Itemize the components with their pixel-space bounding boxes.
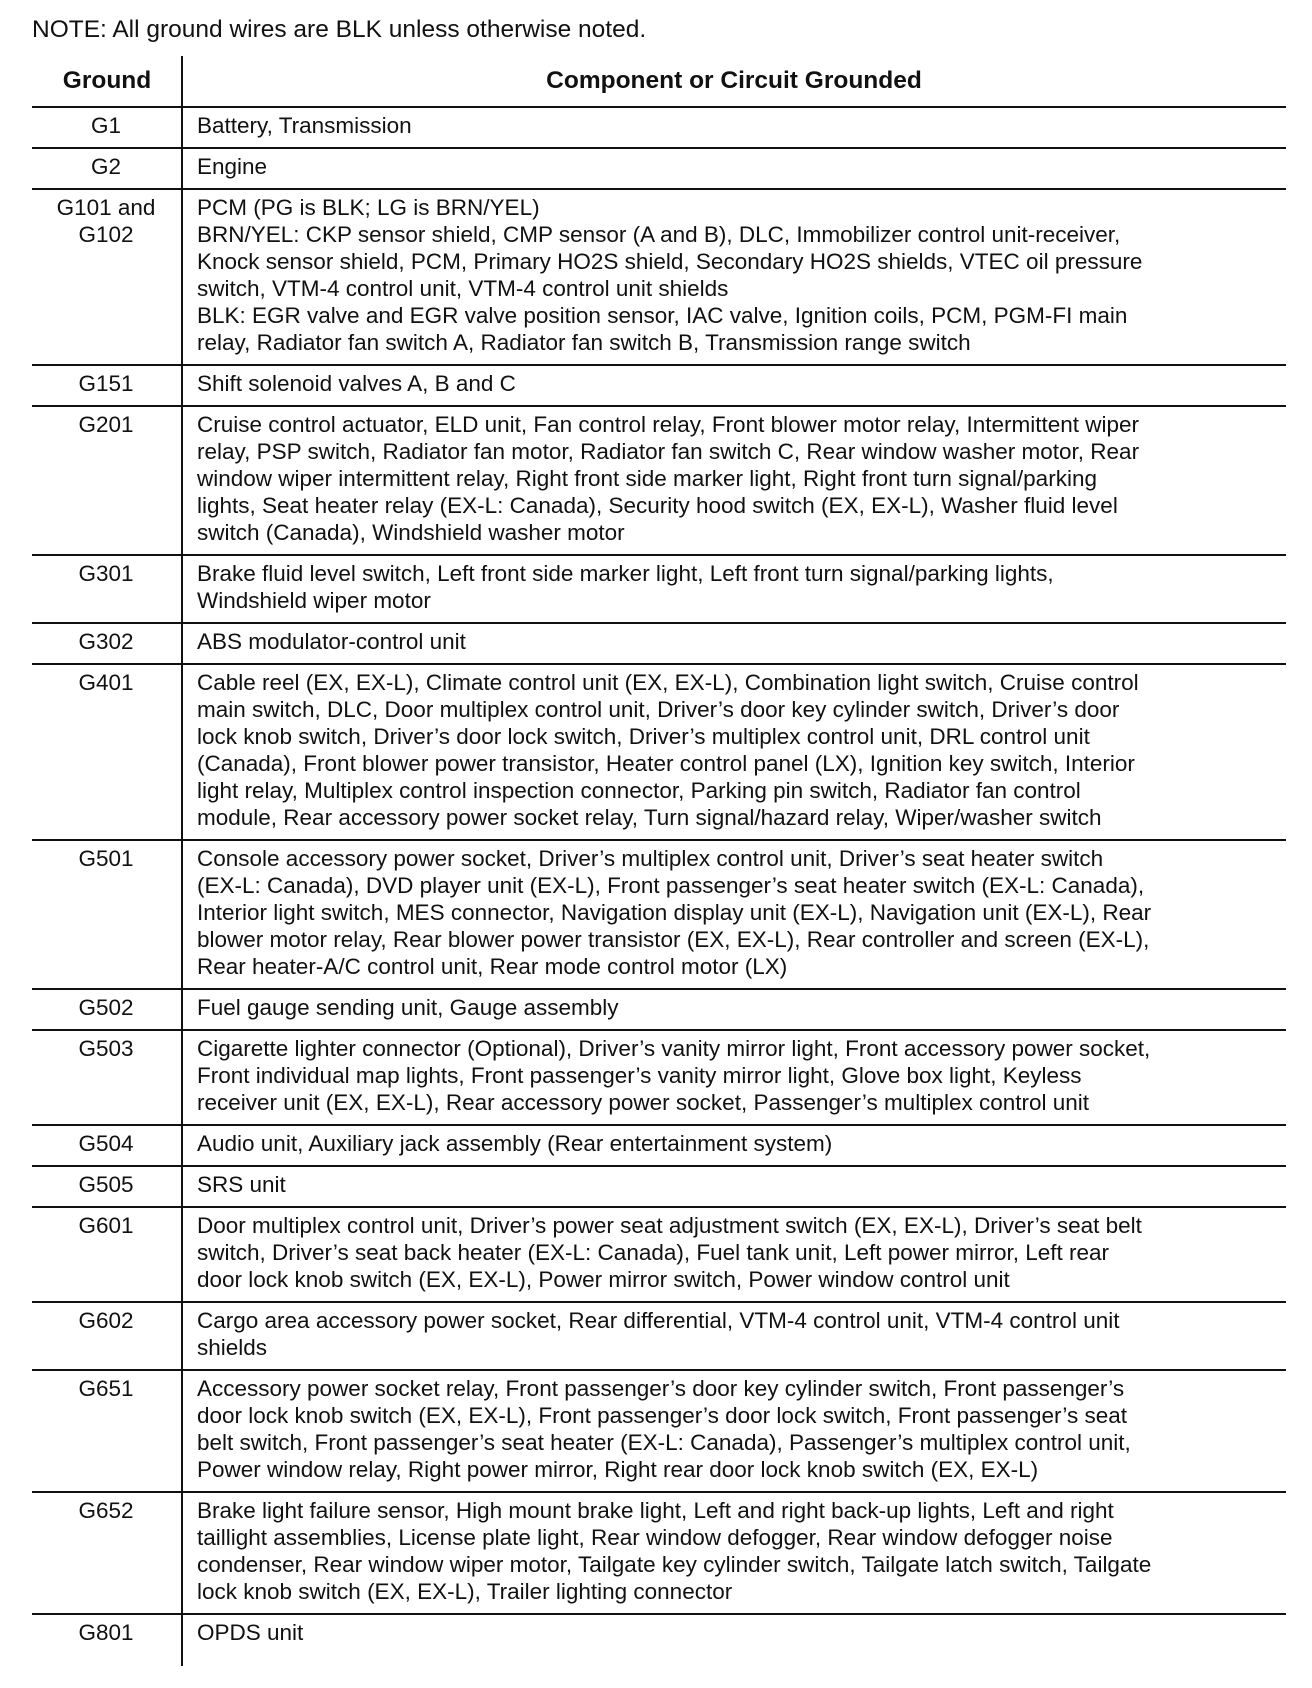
- component-text-line: light relay, Multiplex control inspection connector, Parking pin switch, Radiator fan control: [197, 778, 1081, 803]
- table-end-spacer: [32, 1654, 1286, 1660]
- component-text-line: Brake light failure sensor, High mount brake light, Left and right back-up lights, Left and right: [197, 1498, 1114, 1523]
- ground-id-cell: [32, 107, 182, 148]
- component-text-line: Fuel gauge sending unit, Gauge assembly: [197, 995, 619, 1020]
- ground-id-cell: [32, 189, 182, 365]
- component-text-line: Cigarette lighter connector (Optional), Driver’s vanity mirror light, Front accessory power socket,: [197, 1036, 1151, 1061]
- table-row: [32, 989, 1286, 1030]
- ground-id-cell: [32, 1125, 182, 1166]
- component-text-line: shields: [197, 1335, 268, 1360]
- spacer-cell: [32, 1654, 182, 1660]
- ground-id: G651: [78, 1376, 134, 1401]
- component-text-line: ABS modulator-control unit: [197, 629, 466, 654]
- ground-id-cell: [32, 664, 182, 840]
- ground-id: G504: [78, 1131, 134, 1156]
- table-row: [32, 406, 1286, 555]
- ground-id-cell: [32, 1370, 182, 1492]
- component-text-line: blower motor relay, Rear blower power transistor (EX, EX-L), Rear controller and screen (EX-L),: [197, 927, 1150, 952]
- ground-id: G101 and: [56, 195, 156, 220]
- component-text-line: door lock knob switch (EX, EX-L), Front passenger’s door lock switch, Front passenger’s seat: [197, 1403, 1128, 1428]
- component-text-line: lights, Seat heater relay (EX-L: Canada), Security hood switch (EX, EX-L), Washer fluid level: [197, 493, 1118, 518]
- component-list-cell: [182, 840, 1286, 989]
- component-list-cell: [182, 189, 1286, 365]
- ground-id-cell: [32, 406, 182, 555]
- component-list-cell: [182, 1207, 1286, 1302]
- ground-column-header: Ground: [32, 56, 182, 107]
- component-text-line: Cargo area accessory power socket, Rear differential, VTM-4 control unit, VTM-4 control unit: [197, 1308, 1120, 1333]
- component-list-cell: [182, 1302, 1286, 1370]
- component-text-line: Door multiplex control unit, Driver’s power seat adjustment switch (EX, EX-L), Driver’s seat belt: [197, 1213, 1142, 1238]
- ground-id: G652: [78, 1498, 134, 1523]
- ground-id-cell: [32, 1492, 182, 1614]
- component-text-line: condenser, Rear window wiper motor, Tailgate key cylinder switch, Tailgate latch switch, Tailgate: [197, 1552, 1152, 1577]
- ground-id: G401: [78, 670, 134, 695]
- ground-id: G602: [78, 1308, 134, 1333]
- component-text-line: Cable reel (EX, EX-L), Climate control unit (EX, EX-L), Combination light switch, Cruise control: [197, 670, 1139, 695]
- component-text-line: Front individual map lights, Front passenger’s vanity mirror light, Glove box light, Keyless: [197, 1063, 1082, 1088]
- component-text-line: Audio unit, Auxiliary jack assembly (Rear entertainment system): [197, 1131, 833, 1156]
- table-row: [32, 107, 1286, 148]
- component-text-line: switch, Driver’s seat back heater (EX-L: Canada), Fuel tank unit, Left power mirror, Left rear: [197, 1240, 1110, 1265]
- component-text-line: (EX-L: Canada), DVD player unit (EX-L), Front passenger’s seat heater switch (EX-L: Canada),: [197, 873, 1145, 898]
- ground-id: G2: [90, 154, 121, 179]
- component-text-line: Accessory power socket relay, Front passenger’s door key cylinder switch, Front passenger’s: [197, 1376, 1125, 1401]
- component-text-line: Brake fluid level switch, Left front side marker light, Left front turn signal/parking lights,: [197, 561, 1054, 586]
- component-list-cell: [182, 406, 1286, 555]
- table-row: [32, 1614, 1286, 1654]
- table-body: [32, 107, 1286, 1660]
- ground-id-cell: [32, 1166, 182, 1207]
- ground-id-cell: [32, 989, 182, 1030]
- ground-id: G1: [90, 113, 121, 138]
- ground-id: G501: [78, 846, 134, 871]
- ground-id-cell: [32, 1030, 182, 1125]
- component-text-line: belt switch, Front passenger’s seat heater (EX-L: Canada), Passenger’s multiplex control unit,: [197, 1430, 1131, 1455]
- component-text-line: window wiper intermittent relay, Right front side marker light, Right front turn signal/parking: [197, 466, 1097, 491]
- table-row: [32, 623, 1286, 664]
- component-text-line: Rear heater-A/C control unit, Rear mode control motor (LX): [197, 954, 788, 979]
- ground-id: G201: [78, 412, 134, 437]
- component-text-line: Power window relay, Right power mirror, Right rear door lock knob switch (EX, EX-L): [197, 1457, 1039, 1482]
- ground-id: G505: [78, 1172, 134, 1197]
- component-text-line: Shift solenoid valves A, B and C: [197, 371, 516, 396]
- component-list-cell: [182, 365, 1286, 406]
- component-text-line: OPDS unit: [197, 1620, 304, 1645]
- table-row: [32, 189, 1286, 365]
- component-text-line: lock knob switch, Driver’s door lock switch, Driver’s multiplex control unit, DRL control unit: [197, 724, 1090, 749]
- component-text-line: PCM (PG is BLK; LG is BRN/YEL): [197, 195, 540, 220]
- table-row: [32, 555, 1286, 623]
- ground-id: G601: [78, 1213, 134, 1238]
- component-list-cell: [182, 1030, 1286, 1125]
- component-text-line: Console accessory power socket, Driver’s multiplex control unit, Driver’s seat heater switch: [197, 846, 1104, 871]
- component-list-cell: [182, 555, 1286, 623]
- component-text-line: switch, VTM-4 control unit, VTM-4 control unit shields: [197, 276, 729, 301]
- component-text-line: Windshield wiper motor: [197, 588, 431, 613]
- table-row: [32, 1302, 1286, 1370]
- component-text-line: switch (Canada), Windshield washer motor: [197, 520, 625, 545]
- component-list-cell: [182, 989, 1286, 1030]
- component-column-header: Component or Circuit Grounded: [182, 56, 1286, 107]
- component-list-cell: [182, 664, 1286, 840]
- component-text-line: Knock sensor shield, PCM, Primary HO2S shield, Secondary HO2S shields, VTEC oil pressure: [197, 249, 1143, 274]
- ground-id: G801: [78, 1620, 134, 1645]
- component-text-line: Cruise control actuator, ELD unit, Fan control relay, Front blower motor relay, Intermittent wiper: [197, 412, 1140, 437]
- ground-id-cell: [32, 1207, 182, 1302]
- ground-table: [32, 56, 1286, 1660]
- component-list-cell: [182, 107, 1286, 148]
- component-list-cell: [182, 1125, 1286, 1166]
- component-text-line: door lock knob switch (EX, EX-L), Power mirror switch, Power window control unit: [197, 1267, 1010, 1292]
- table-row: [32, 365, 1286, 406]
- table-header-row: [32, 56, 1286, 107]
- component-text-line: main switch, DLC, Door multiplex control unit, Driver’s door key cylinder switch, Driver’s door: [197, 697, 1120, 722]
- table-row: [32, 1370, 1286, 1492]
- table-row: [32, 840, 1286, 989]
- component-list-cell: [182, 1492, 1286, 1614]
- ground-id-cell: [32, 365, 182, 406]
- component-list-cell: [182, 1614, 1286, 1654]
- component-text-line: Engine: [197, 154, 268, 179]
- table-row: [32, 1125, 1286, 1166]
- table-row: [32, 1030, 1286, 1125]
- ground-id: G301: [78, 561, 134, 586]
- component-list-cell: [182, 1370, 1286, 1492]
- component-list-cell: [182, 623, 1286, 664]
- spacer-cell: [182, 1654, 1286, 1660]
- table-row: [32, 664, 1286, 840]
- ground-id-cell: [32, 840, 182, 989]
- ground-id-cell: [32, 148, 182, 189]
- table-row: [32, 1207, 1286, 1302]
- component-text-line: Interior light switch, MES connector, Navigation display unit (EX-L), Navigation unit (EX-L), Rear: [197, 900, 1152, 925]
- component-text-line: taillight assemblies, License plate light, Rear window defogger, Rear window defogger noise: [197, 1525, 1113, 1550]
- ground-id: G503: [78, 1036, 134, 1061]
- component-text-line: (Canada), Front blower power transistor, Heater control panel (LX), Ignition key switch, Interior: [197, 751, 1135, 776]
- component-text-line: receiver unit (EX, EX-L), Rear accessory power socket, Passenger’s multiplex control unit: [197, 1090, 1090, 1115]
- ground-id-cell: [32, 623, 182, 664]
- ground-id-cell: [32, 1302, 182, 1370]
- component-list-cell: [182, 1166, 1286, 1207]
- component-text-line: module, Rear accessory power socket relay, Turn signal/hazard relay, Wiper/washer switch: [197, 805, 1102, 830]
- component-text-line: Battery, Transmission: [197, 113, 412, 138]
- ground-id-cell: [32, 1614, 182, 1654]
- table-note: NOTE: All ground wires are BLK unless otherwise noted.: [32, 16, 647, 43]
- component-text-line: BRN/YEL: CKP sensor shield, CMP sensor (A and B), DLC, Immobilizer control unit-receiver,: [197, 222, 1121, 247]
- ground-id-cell: [32, 555, 182, 623]
- component-text-line: SRS unit: [197, 1172, 286, 1197]
- ground-id: G102: [78, 222, 134, 247]
- table-row: [32, 148, 1286, 189]
- component-text-line: lock knob switch (EX, EX-L), Trailer lighting connector: [197, 1579, 733, 1604]
- component-text-line: relay, PSP switch, Radiator fan motor, Radiator fan switch C, Rear window washer motor, Rear: [197, 439, 1140, 464]
- ground-id: G151: [78, 371, 134, 396]
- table-row: [32, 1166, 1286, 1207]
- component-list-cell: [182, 148, 1286, 189]
- table-row: [32, 1492, 1286, 1614]
- ground-id: G502: [78, 995, 134, 1020]
- component-text-line: BLK: EGR valve and EGR valve position sensor, IAC valve, Ignition coils, PCM, PGM-FI main: [197, 303, 1128, 328]
- ground-id: G302: [78, 629, 134, 654]
- component-text-line: relay, Radiator fan switch A, Radiator fan switch B, Transmission range switch: [197, 330, 971, 355]
